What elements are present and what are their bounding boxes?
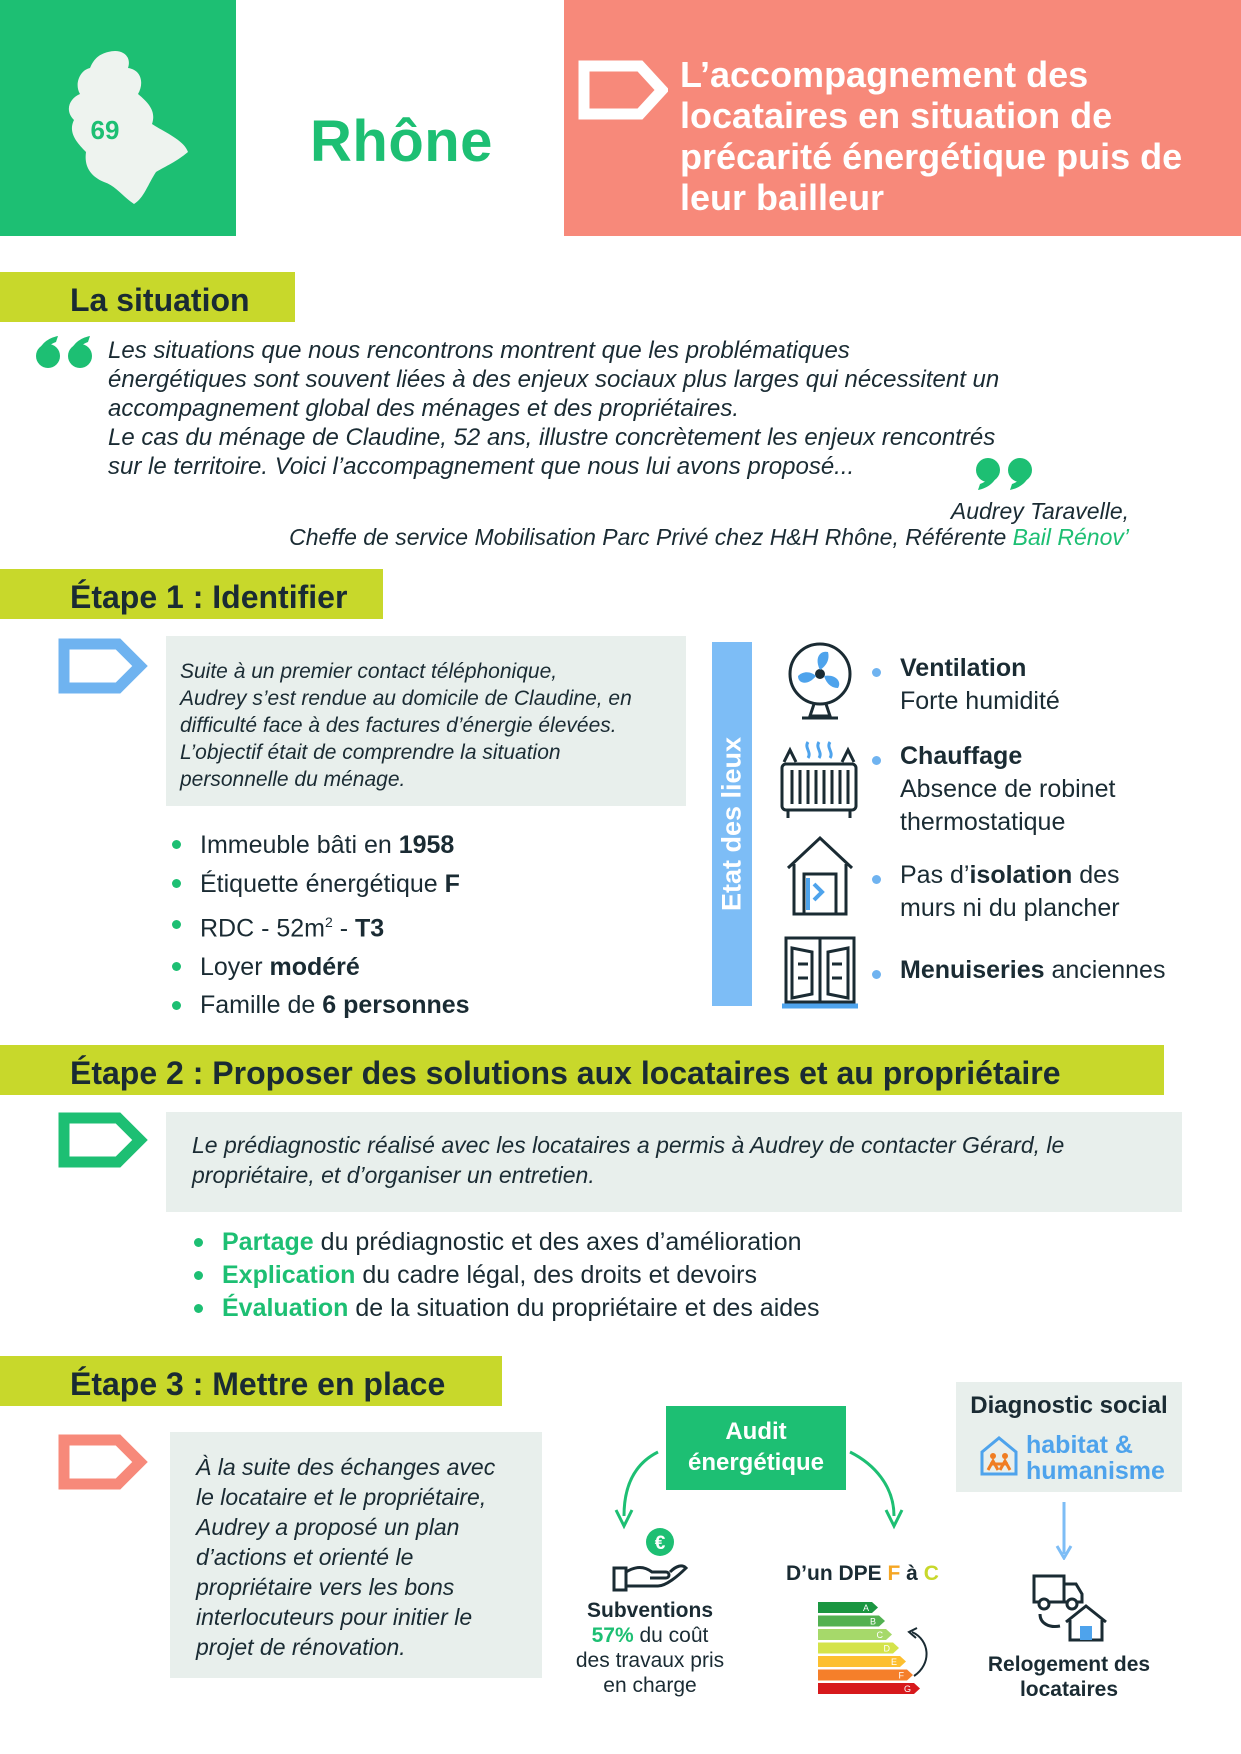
fact-text: Étiquette énergétique [200,869,445,898]
arrow-tag-icon [58,1434,148,1490]
arrow-tag-icon [58,638,148,694]
fact-text: Loyer [200,952,270,981]
section-title-step3: Étape 3 : Mettre en place [0,1356,502,1406]
list-item [194,1226,820,1259]
item-text: du cadre légal, des droits et devoirs [355,1261,757,1289]
box-line: Suite à un premier contact téléphonique, [180,660,558,683]
habitat-humanisme-wordmark [1026,1432,1165,1484]
quote-line: accompagnement global des ménages et des propriétaires. [108,395,740,422]
author-role [289,524,1129,550]
quote-line: sur le territoire. Voici l’accompagnement que nous lui avons proposé... [108,453,855,480]
list-item [172,826,470,865]
audit-arrows-icon [604,1446,904,1530]
box-line: personnelle du ménage. [180,768,406,791]
fact-text: Famille de [200,991,323,1020]
house-insulation-icon [784,834,856,918]
etat-line: Absence de robinet [900,775,1116,803]
dpe-letter: G [903,1684,911,1694]
box-line: le locataire et le propriétaire, [196,1484,487,1510]
hh-line: humanisme [1026,1457,1165,1485]
truck-house-icon [1030,1570,1110,1642]
step2-description [166,1112,1182,1190]
etat-text: des [1072,861,1120,889]
fact-sup: 2 [325,914,333,930]
subventions-pct: 57% [591,1624,634,1647]
box-line: Audrey s’est rendue au domicile de Claudine, en [180,687,632,710]
list-item [872,954,1202,987]
quote-line: Les situations que nous rencontrons montrent que les problématiques [108,337,850,364]
subventions-title: Subventions [586,1599,713,1622]
relog-line: locataires [1019,1678,1119,1701]
dpe-improvement-arrow [912,1632,927,1676]
window-icon [782,934,858,1010]
diagnostic-social-title: Diagnostic social [970,1392,1168,1419]
france-department-map-icon [60,48,192,208]
list-item [194,1259,820,1292]
fact-bold: F [444,869,460,898]
list-item [872,652,1202,740]
arrow-tag-icon [578,60,668,120]
svg-text:69: 69 [90,115,120,145]
etat-des-lieux-list [872,652,1202,987]
dpe-text: à [900,1562,924,1585]
item-bold: Partage [222,1228,314,1256]
relog-line: Relogement des [987,1653,1151,1676]
habitat-humanisme-logo [978,1434,1020,1478]
etat-bold: Ventilation [900,654,1027,682]
step1-description [166,636,686,793]
etat-bold: isolation [969,861,1073,889]
item-bold: Évaluation [222,1294,349,1322]
subventions-text: des travaux pris [575,1649,725,1672]
fact-bold: T3 [355,914,385,943]
audit-line: Audit [725,1418,787,1445]
page-title: L’accompagnement des locataires en situation de précarité énergétique puis de leur bailleur [680,54,1183,218]
dpe-to: C [923,1562,939,1585]
diagnostic-social-box [956,1382,1182,1492]
list-item [172,948,470,987]
etat-line: murs ni du plancher [900,894,1120,922]
dpe-text: D’un DPE [786,1562,888,1585]
list-item [872,859,1202,954]
dpe-bar-a [818,1602,878,1613]
down-arrow-icon [1054,1502,1074,1560]
subventions-text: du coût [633,1624,709,1647]
quote-author [289,498,1129,550]
list-item [194,1292,820,1325]
item-text: de la situation du propriétaire et des aides [348,1294,820,1322]
section-title-step1: Étape 1 : Identifier [0,569,383,619]
box-line: d’actions et orienté le [196,1544,414,1570]
hand-euro-icon [610,1528,690,1592]
quote-close-icon [974,456,1036,490]
box-line: interlocuteurs pour initier le [196,1604,473,1630]
arrow-tag-icon [58,1112,148,1168]
step1-facts-list [172,826,470,1025]
department-name: Rhône [310,109,493,174]
dpe-letter: A [862,1603,869,1613]
subventions-block [560,1598,740,1698]
dpe-letter: C [876,1630,883,1640]
quote-open-icon [34,336,96,370]
hh-line: habitat & [1026,1431,1133,1459]
etat-line: Forte humidité [900,687,1060,715]
section-title-situation: La situation [0,272,295,322]
fact-text: RDC - 52m [200,914,326,943]
relogement-block [964,1652,1174,1702]
box-line: propriétaire, et d’organiser un entretien. [192,1162,595,1188]
fact-text: Immeuble bâti en [200,831,399,859]
fact-bold: modéré [269,952,360,981]
etat-text: anciennes [1044,956,1166,984]
etat-line: thermostatique [900,808,1066,836]
item-text: du prédiagnostic et des axes d’amélioration [313,1228,802,1256]
etat-des-lieux-label [712,642,752,1006]
box-line: difficulté face à des factures d’énergie élevées. [180,714,617,737]
dpe-letter: B [869,1616,876,1627]
step2-list [194,1226,820,1325]
author-role-accent: Bail Rénov’ [1012,524,1129,550]
section-title-step2: Étape 2 : Proposer des solutions aux locataires et au propriétaire [0,1045,1164,1095]
author-name: Audrey Taravelle, [950,498,1129,524]
quote-line: énergétiques sont souvent liées à des enjeux sociaux plus larges qui nécessitent un [108,366,1000,393]
list-item [872,740,1202,859]
box-line: Le prédiagnostic réalisé avec les locataires a permis à Audrey de contacter Gérard, le [192,1132,1065,1158]
fact-bold: 6 personnes [322,991,470,1020]
etat-bold: Menuiseries [900,956,1045,984]
box-line: À la suite des échanges avec [196,1454,496,1480]
step3-description [170,1432,542,1662]
dpe-from: F [887,1562,901,1585]
audit-line: énergétique [687,1449,825,1476]
step3-description-box [170,1432,542,1678]
radiator-icon [778,738,860,820]
fan-icon [784,640,860,724]
etat-label-text: Etat des lieux [716,736,747,912]
etat-text: Pas d’ [900,861,970,889]
list-item [172,986,470,1025]
list-item [172,865,470,904]
author-role-text: Cheffe de service Mobilisation Parc Privé chez H&H Rhône, Référente [289,524,1013,550]
fact-text: - [332,914,356,943]
svg-text:€: € [654,1533,666,1554]
fact-bold: 1958 [398,831,455,859]
dpe-letter: E [890,1657,897,1667]
box-line: propriétaire vers les bons [196,1574,455,1600]
box-line: Audrey a proposé un plan [196,1514,460,1540]
dpe-letter: F [898,1670,904,1681]
dpe-label [786,1562,939,1586]
step2-description-box [166,1112,1182,1212]
box-line: projet de rénovation. [196,1634,406,1660]
subventions-text: en charge [603,1674,697,1697]
dpe-letter: D [883,1643,890,1654]
list-item [172,903,470,948]
quote-line: Le cas du ménage de Claudine, 52 ans, illustre concrètement les enjeux rencontrés [108,424,996,451]
box-line: L’objectif était de comprendre la situation [180,741,561,764]
step1-description-box [166,636,686,806]
etat-bold: Chauffage [900,742,1023,770]
dpe-scale-icon [816,1598,946,1698]
item-bold: Explication [222,1261,356,1289]
